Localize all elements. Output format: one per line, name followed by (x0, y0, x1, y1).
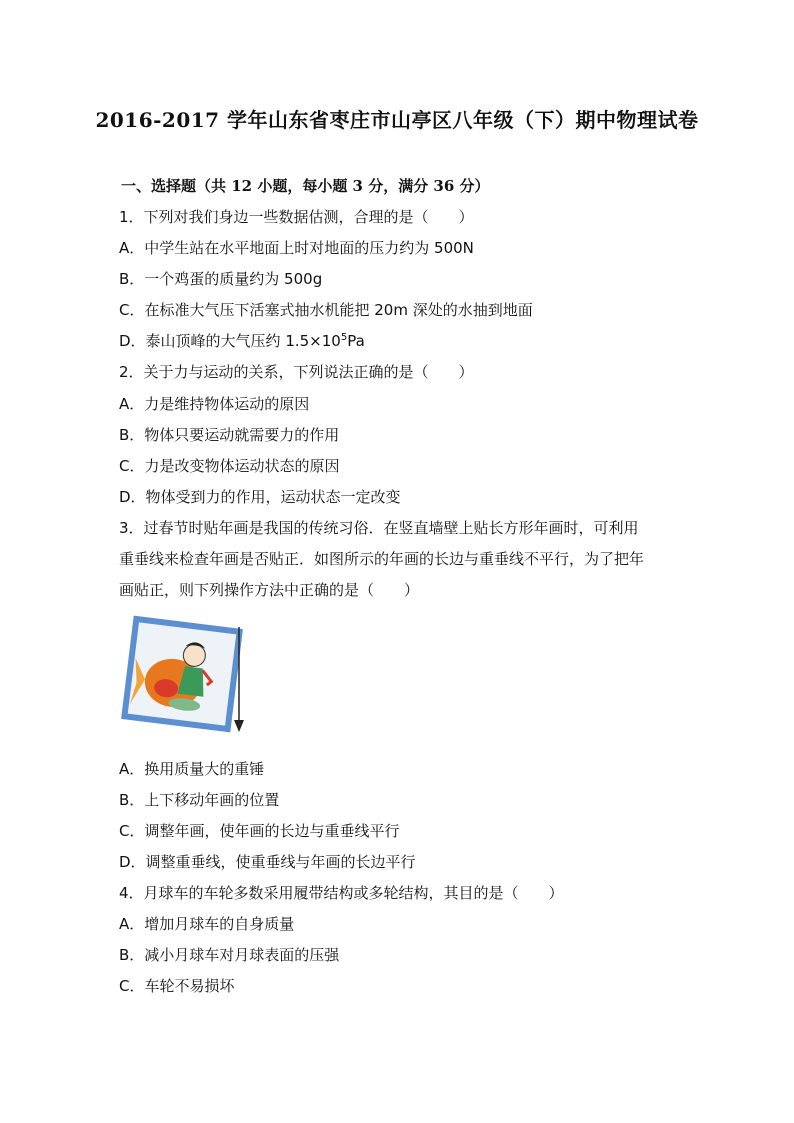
question-3-option-b: B．上下移动年画的位置 (119, 791, 280, 809)
question-3-stem-line-2: 重垂线来检查年画是否贴正．如图所示的年画的长边与重垂线不平行，为了把年 (119, 550, 645, 568)
question-4-option-b: B．减小月球车对月球表面的压强 (119, 946, 340, 964)
question-3-option-d: D．调整重垂线，使重垂线与年画的长边平行 (119, 853, 416, 871)
section-heading: 一、选择题（共 12 小题，每小题 3 分，满分 36 分） (121, 177, 490, 195)
question-3-option-a: A．换用质量大的重锤 (119, 760, 265, 778)
question-1-option-c: C．在标准大气压下活塞式抽水机能把 20m 深处的水抽到地面 (119, 301, 533, 319)
plumb-bob (234, 720, 244, 732)
unit: Pa (347, 332, 365, 350)
question-2-option-b: B．物体只要运动就需要力的作用 (119, 426, 340, 444)
question-1-option-b: B．一个鸡蛋的质量约为 500g (119, 270, 323, 288)
question-2-option-a: A．力是维持物体运动的原因 (119, 395, 310, 413)
question-3-option-c: C．调整年画，使年画的长边与重垂线平行 (119, 822, 400, 840)
question-4-stem: 4．月球车的车轮多数采用履带结构或多轮结构，其目的是（ ） (119, 884, 564, 902)
question-3-stem-line-3: 画贴正，则下列操作方法中正确的是（ ） (119, 581, 420, 599)
question-1-stem: 1．下列对我们身边一些数据估测，合理的是（ ） (119, 208, 474, 226)
question-1-option-d (119, 330, 365, 351)
new-year-picture-figure (120, 612, 260, 742)
question-2-option-c: C．力是改变物体运动状态的原因 (119, 457, 340, 475)
question-1-option-a: A．中学生站在水平地面上时对地面的压力约为 500N (119, 239, 474, 257)
option-d-text: D．泰山顶峰的大气压约 1.5×10 (119, 332, 341, 350)
question-2-stem: 2．关于力与运动的关系，下列说法正确的是（ ） (119, 363, 474, 381)
page-title: 2016-2017 学年山东省枣庄市山亭区八年级（下）期中物理试卷 (95, 108, 699, 132)
question-3-stem-line-1: 3．过春节时贴年画是我国的传统习俗．在竖直墙壁上贴长方形年画时，可利用 (119, 519, 639, 537)
question-4-option-a: A．增加月球车的自身质量 (119, 915, 295, 933)
exponent: 5 (340, 332, 348, 343)
question-4-option-c: C．车轮不易损坏 (119, 977, 235, 995)
question-2-option-d: D．物体受到力的作用，运动状态一定改变 (119, 488, 401, 506)
